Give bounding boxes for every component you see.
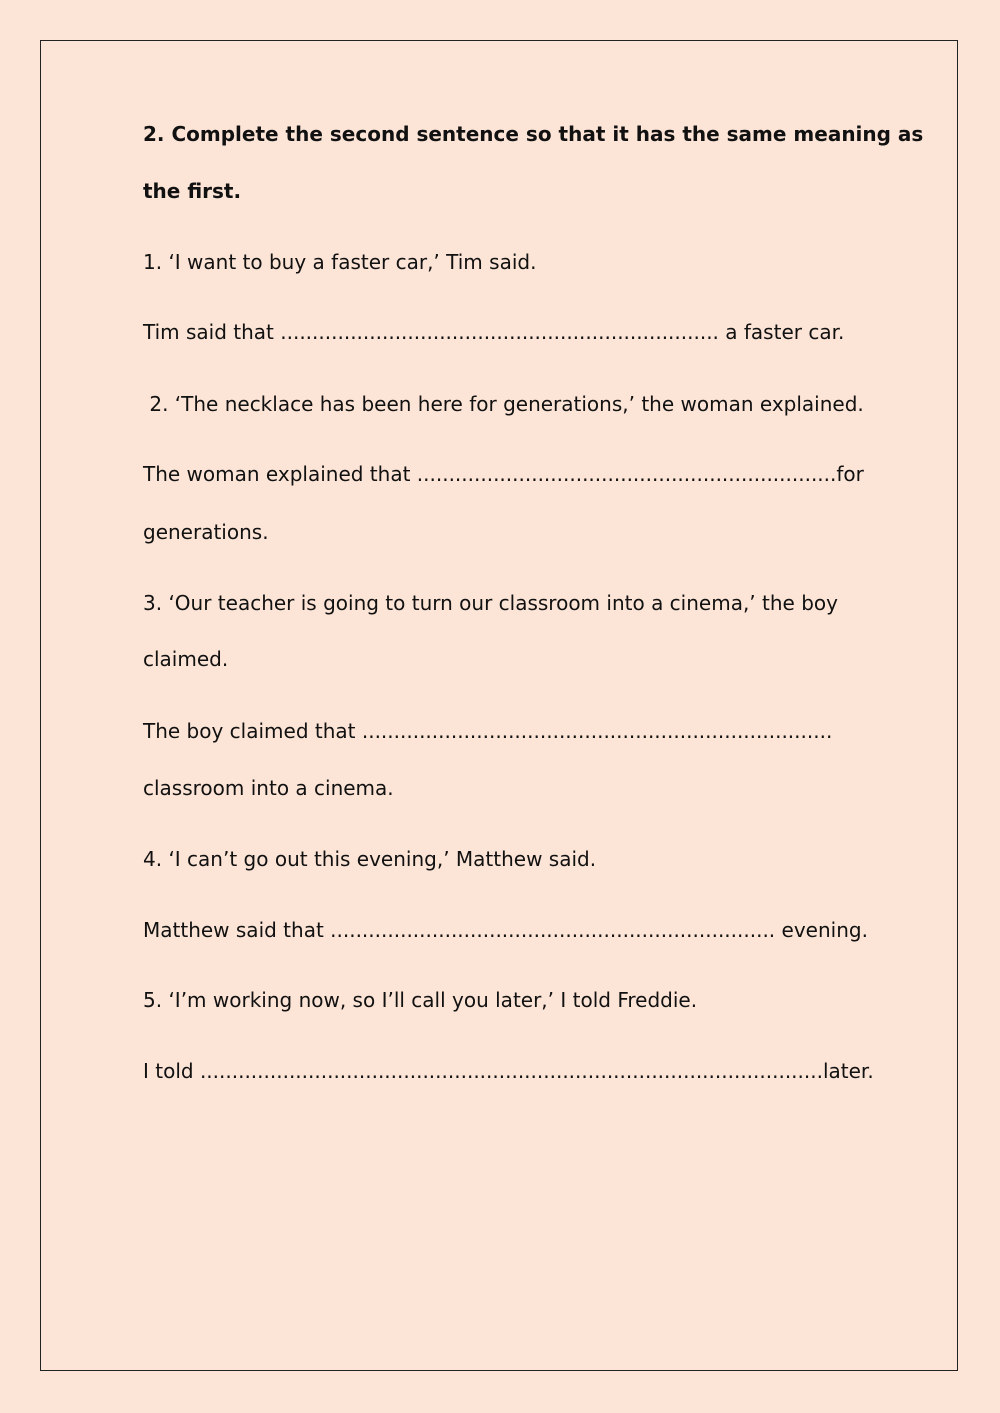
item-3-prompt-line-1: 3. ‘Our teacher is going to turn our classroom into a cinema,’ the boy: [143, 591, 838, 615]
item-2-answer-line-1[interactable]: The woman explained that ..................................................................for: [143, 462, 864, 486]
item-5-prompt: 5. ‘I’m working now, so I’ll call you later,’ I told Freddie.: [143, 988, 698, 1012]
item-4-prompt: 4. ‘I can’t go out this evening,’ Matthew said.: [143, 847, 597, 871]
item-1-answer[interactable]: Tim said that ..................................................................... a faster car.: [143, 320, 845, 344]
item-3-prompt-line-2: claimed.: [143, 647, 229, 671]
item-5-answer[interactable]: I told ..................................................................................................later.: [143, 1059, 874, 1083]
item-3-answer-line-2: classroom into a cinema.: [143, 776, 394, 800]
item-2-prompt: 2. ‘The necklace has been here for generations,’ the woman explained.: [143, 392, 864, 416]
worksheet-border: [40, 40, 958, 1371]
item-2-answer-line-2: generations.: [143, 520, 269, 544]
instruction-line-2: the first.: [143, 179, 242, 203]
item-1-prompt: 1. ‘I want to buy a faster car,’ Tim said.: [143, 250, 537, 274]
item-3-answer-line-1[interactable]: The boy claimed that ..........................................................................: [143, 719, 833, 743]
item-4-answer[interactable]: Matthew said that ...................................................................... evening.: [143, 918, 868, 942]
instruction-line-1: 2. Complete the second sentence so that it has the same meaning as: [143, 122, 924, 146]
